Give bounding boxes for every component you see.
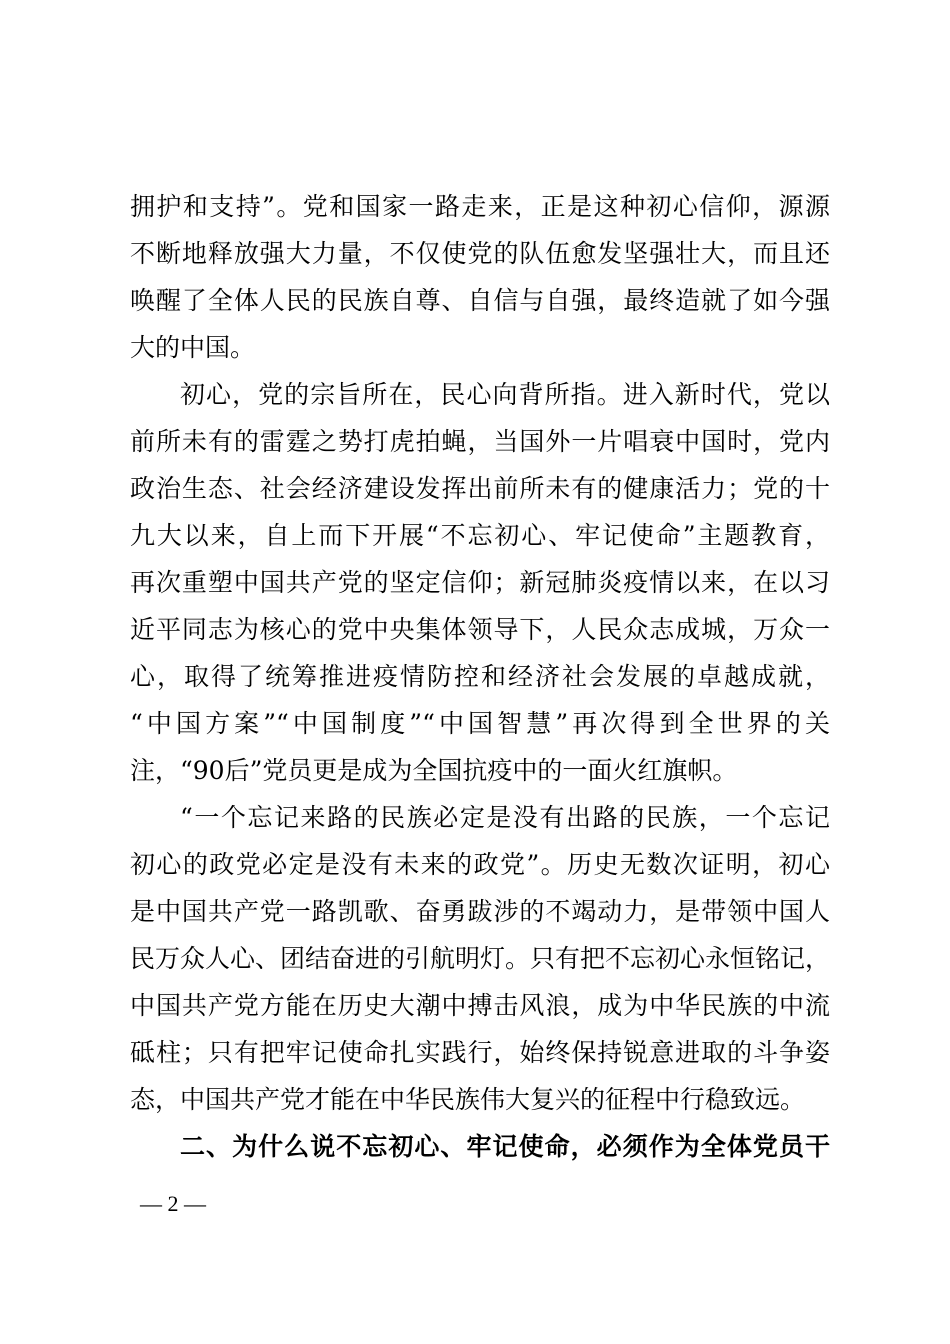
- paragraph-2-line-8: “中国方案”“中国制度”“中国智慧”再次得到全世界的关: [130, 709, 830, 738]
- paragraph-1-line-2: 不断地释放强大力量，不仅使党的队伍愈发坚强壮大，而且还: [130, 239, 830, 268]
- page-number: — 2 —: [140, 1191, 206, 1216]
- paragraph-3-line-1: “一个忘记来路的民族必定是没有出路的民族，一个忘记: [180, 803, 830, 832]
- paragraph-3-line-4: 民万众人心、团结奋进的引航明灯。只有把不忘初心永恒铭记，: [130, 944, 831, 973]
- paragraph-2-line-7: 心，取得了统筹推进疫情防控和经济社会发展的卓越成就，: [130, 662, 830, 691]
- paragraph-2-line-6: 近平同志为核心的党中央集体领导下，人民众志成城，万众一: [130, 615, 830, 644]
- paragraph-3-line-2: 初心的政党必定是没有未来的政党”。历史无数次证明，初心: [130, 850, 830, 879]
- paragraph-2-line-5: 再次重塑中国共产党的坚定信仰；新冠肺炎疫情以来，在以习: [130, 568, 830, 597]
- paragraph-2-line-4: 九大以来，自上而下开展“不忘初心、牢记使命”主题教育，: [130, 521, 830, 550]
- paragraph-2-line-1: 初心，党的宗旨所在，民心向背所指。进入新时代，党以: [180, 380, 830, 409]
- paragraph-1-line-4: 大的中国。: [130, 333, 256, 362]
- paragraph-3-line-5: 中国共产党方能在历史大潮中搏击风浪，成为中华民族的中流: [130, 991, 830, 1020]
- paragraph-2-line-2: 前所未有的雷霆之势打虎拍蝇，当国外一片唱衰中国时，党内: [130, 427, 830, 456]
- paragraph-3-line-3: 是中国共产党一路凯歌、奋勇跋涉的不竭动力，是带领中国人: [130, 897, 830, 926]
- paragraph-2-line-3: 政治生态、社会经济建设发挥出前所未有的健康活力；党的十: [130, 474, 830, 503]
- paragraph-1-line-1: 拥护和支持”。党和国家一路走来，正是这种初心信仰，源源: [130, 192, 830, 221]
- paragraph-3-line-7: 态，中国共产党才能在中华民族伟大复兴的征程中行稳致远。: [130, 1085, 806, 1114]
- paragraph-1-line-3: 唤醒了全体人民的民族自尊、自信与自强，最终造就了如今强: [130, 286, 830, 315]
- paragraph-3-line-6: 砥柱；只有把牢记使命扎实践行，始终保持锐意进取的斗争姿: [130, 1038, 830, 1067]
- section-heading: 二、为什么说不忘初心、牢记使命，必须作为全体党员干: [180, 1132, 830, 1161]
- paragraph-2-line-9: 注，“90后”党员更是成为全国抗疫中的一面火红旗帜。: [130, 756, 738, 785]
